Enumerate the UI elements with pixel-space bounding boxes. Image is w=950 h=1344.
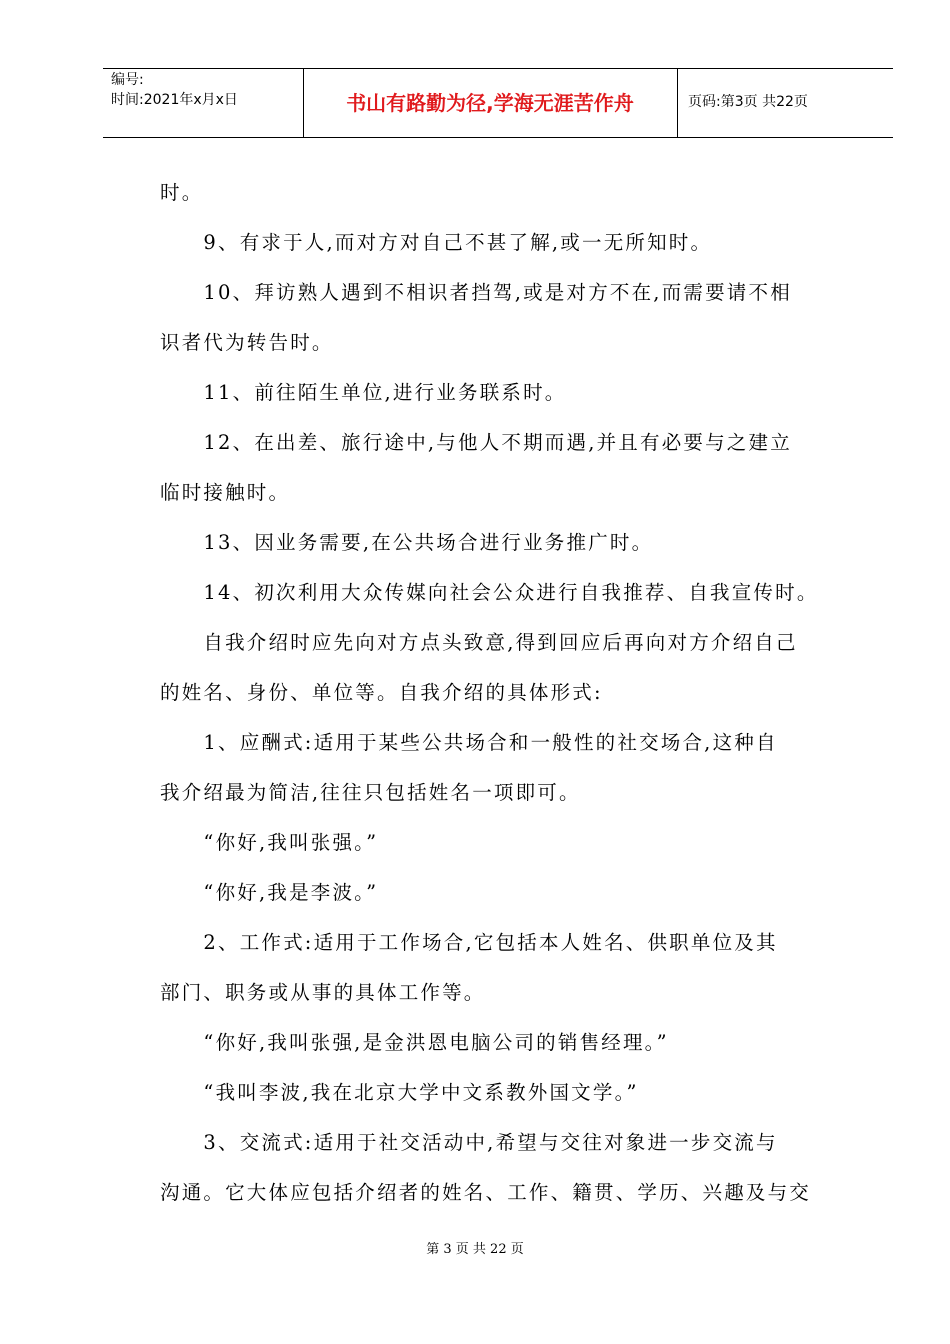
document-time-label: 时间:2021年x月x日 (111, 92, 238, 108)
body-line: “你好,我叫张强。” (160, 831, 379, 854)
body-line: “你好,我是李波。” (160, 881, 379, 904)
body-line: 3、交流式:适用于社交活动中,希望与交往对象进一步交流与 (160, 1131, 778, 1154)
body-line: 自我介绍时应先向对方点头致意,得到回应后再向对方介绍自己 (160, 631, 798, 654)
header-page-info: 页码:第3页 共22页 (688, 94, 808, 110)
body-line: 沟通。它大体应包括介绍者的姓名、工作、籍贯、学历、兴趣及与交 (160, 1181, 812, 1204)
body-line: 12、在出差、旅行途中,与他人不期而遇,并且有必要与之建立 (160, 431, 792, 454)
header-motto: 书山有路勤为径,学海无涯苦作舟 (346, 91, 634, 115)
body-line: 9、有求于人,而对方对自己不甚了解,或一无所知时。 (160, 231, 713, 254)
header-motto-cell (303, 69, 678, 137)
body-line: “你好,我叫张强,是金洪恩电脑公司的销售经理。” (160, 1031, 669, 1054)
document-body (160, 168, 840, 1218)
body-line: 部门、职务或从事的具体工作等。 (160, 981, 486, 1004)
header-meta-cell (103, 69, 304, 137)
body-line: 时。 (160, 181, 204, 204)
document-number-label: 编号: (111, 72, 144, 88)
body-line: 13、因业务需要,在公共场合进行业务推广时。 (160, 531, 654, 554)
body-line: 1、应酬式:适用于某些公共场合和一般性的社交场合,这种自 (160, 731, 778, 754)
header-page-cell (678, 69, 893, 137)
page-header (103, 68, 893, 138)
body-line: 14、初次利用大众传媒向社会公众进行自我推荐、自我宣传时。 (160, 581, 819, 604)
body-line: 识者代为转告时。 (160, 331, 334, 354)
body-line: 11、前往陌生单位,进行业务联系时。 (160, 381, 567, 404)
body-line: 10、拜访熟人遇到不相识者挡驾,或是对方不在,而需要请不相 (160, 281, 792, 304)
body-line: 我介绍最为简洁,往往只包括姓名一项即可。 (160, 781, 581, 804)
body-line: 临时接触时。 (160, 481, 291, 504)
body-line: 的姓名、身份、单位等。自我介绍的具体形式: (160, 681, 603, 704)
body-line: 2、工作式:适用于工作场合,它包括本人姓名、供职单位及其 (160, 931, 778, 954)
page-footer: 第 3 页 共 22 页 (426, 1242, 524, 1257)
body-line: “我叫李波,我在北京大学中文系教外国文学。” (160, 1081, 639, 1104)
